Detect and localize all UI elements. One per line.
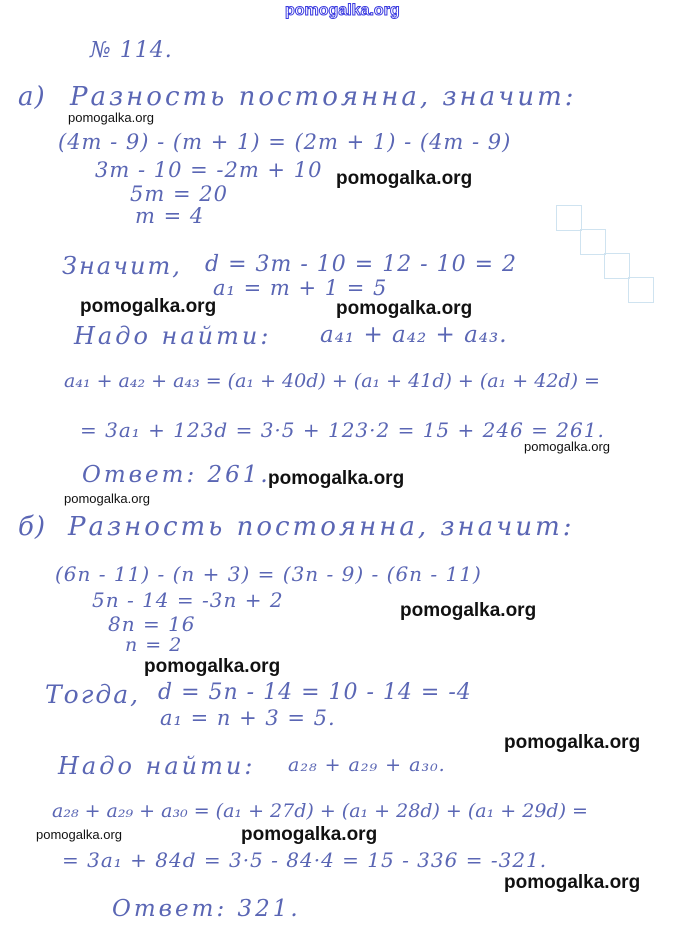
header-watermark: pomogalka.org bbox=[285, 2, 400, 19]
problem-number: № 114. bbox=[90, 38, 173, 63]
part-a-eq1: (4m - 9) - (m + 1) = (2m + 1) - (4m - 9) bbox=[58, 130, 512, 154]
part-a-d-line: d = 3m - 10 = 12 - 10 = 2 bbox=[205, 252, 518, 277]
part-b-calc1: a₂₈ + a₂₉ + a₃₀ = (a₁ + 27d) + (a₁ + 28d) + (a₁ + 29d) = bbox=[52, 800, 588, 822]
part-b-d-line: d = 5n - 14 = 10 - 14 = -4 bbox=[158, 680, 472, 705]
grid-mark bbox=[604, 253, 630, 279]
part-a-find-expr: a₄₁ + a₄₂ + a₄₃. bbox=[320, 322, 508, 348]
part-a-eq2: 3m - 10 = -2m + 10 bbox=[95, 158, 323, 182]
grid-mark bbox=[556, 205, 582, 231]
part-b-heading: Разность постоянна, значит: bbox=[68, 512, 575, 542]
watermark: pomogalka.org bbox=[268, 468, 405, 489]
watermark: pomogalka.org bbox=[68, 110, 154, 125]
part-b-a1-line: a₁ = n + 3 = 5. bbox=[160, 706, 336, 730]
watermark: pomogalka.org bbox=[524, 439, 610, 454]
part-b-answer: Ответ: 321. bbox=[112, 896, 301, 922]
watermark: pomogalka.org bbox=[36, 827, 122, 842]
grid-mark bbox=[628, 277, 654, 303]
grid-mark bbox=[580, 229, 606, 255]
part-b-find-expr: a₂₈ + a₂₉ + a₃₀. bbox=[288, 754, 446, 776]
watermark: pomogalka.org bbox=[400, 600, 537, 621]
part-b-eq3: 8n = 16 bbox=[108, 612, 196, 636]
watermark: pomogalka.org bbox=[336, 168, 473, 189]
part-a-a1-line: a₁ = m + 1 = 5 bbox=[213, 276, 388, 300]
part-b-togda: Тогда, bbox=[45, 680, 141, 709]
part-a-calc1: a₄₁ + a₄₂ + a₄₃ = (a₁ + 40d) + (a₁ + 41d) + (a₁ + 42d) = bbox=[64, 370, 600, 392]
watermark: pomogalka.org bbox=[144, 656, 281, 677]
part-b-eq2: 5n - 14 = -3n + 2 bbox=[92, 588, 284, 612]
watermark: pomogalka.org bbox=[504, 872, 641, 893]
part-b-find-label: Надо найти: bbox=[58, 752, 256, 780]
part-a-znachit: Значит, bbox=[62, 252, 182, 280]
part-b-eq1: (6n - 11) - (n + 3) = (3n - 9) - (6n - 11) bbox=[55, 562, 482, 586]
part-b-label: б) bbox=[18, 512, 47, 542]
watermark: pomogalka.org bbox=[336, 298, 473, 319]
part-a-eq4: m = 4 bbox=[135, 204, 205, 228]
watermark: pomogalka.org bbox=[241, 824, 378, 845]
part-a-answer: Ответ: 261. bbox=[82, 462, 271, 488]
part-a-calc2: = 3a₁ + 123d = 3·5 + 123·2 = 15 + 246 = 261. bbox=[80, 418, 605, 442]
part-a-eq3: 5m = 20 bbox=[130, 182, 228, 206]
part-a-find-label: Надо найти: bbox=[74, 322, 272, 350]
part-a-heading: Разность постоянна, значит: bbox=[70, 82, 577, 112]
watermark: pomogalka.org bbox=[80, 296, 217, 317]
watermark: pomogalka.org bbox=[64, 491, 150, 506]
part-b-calc2: = 3a₁ + 84d = 3·5 - 84·4 = 15 - 336 = -321. bbox=[62, 848, 548, 872]
part-a-label: а) bbox=[18, 82, 46, 112]
watermark: pomogalka.org bbox=[504, 732, 641, 753]
part-b-eq4: n = 2 bbox=[125, 634, 183, 656]
